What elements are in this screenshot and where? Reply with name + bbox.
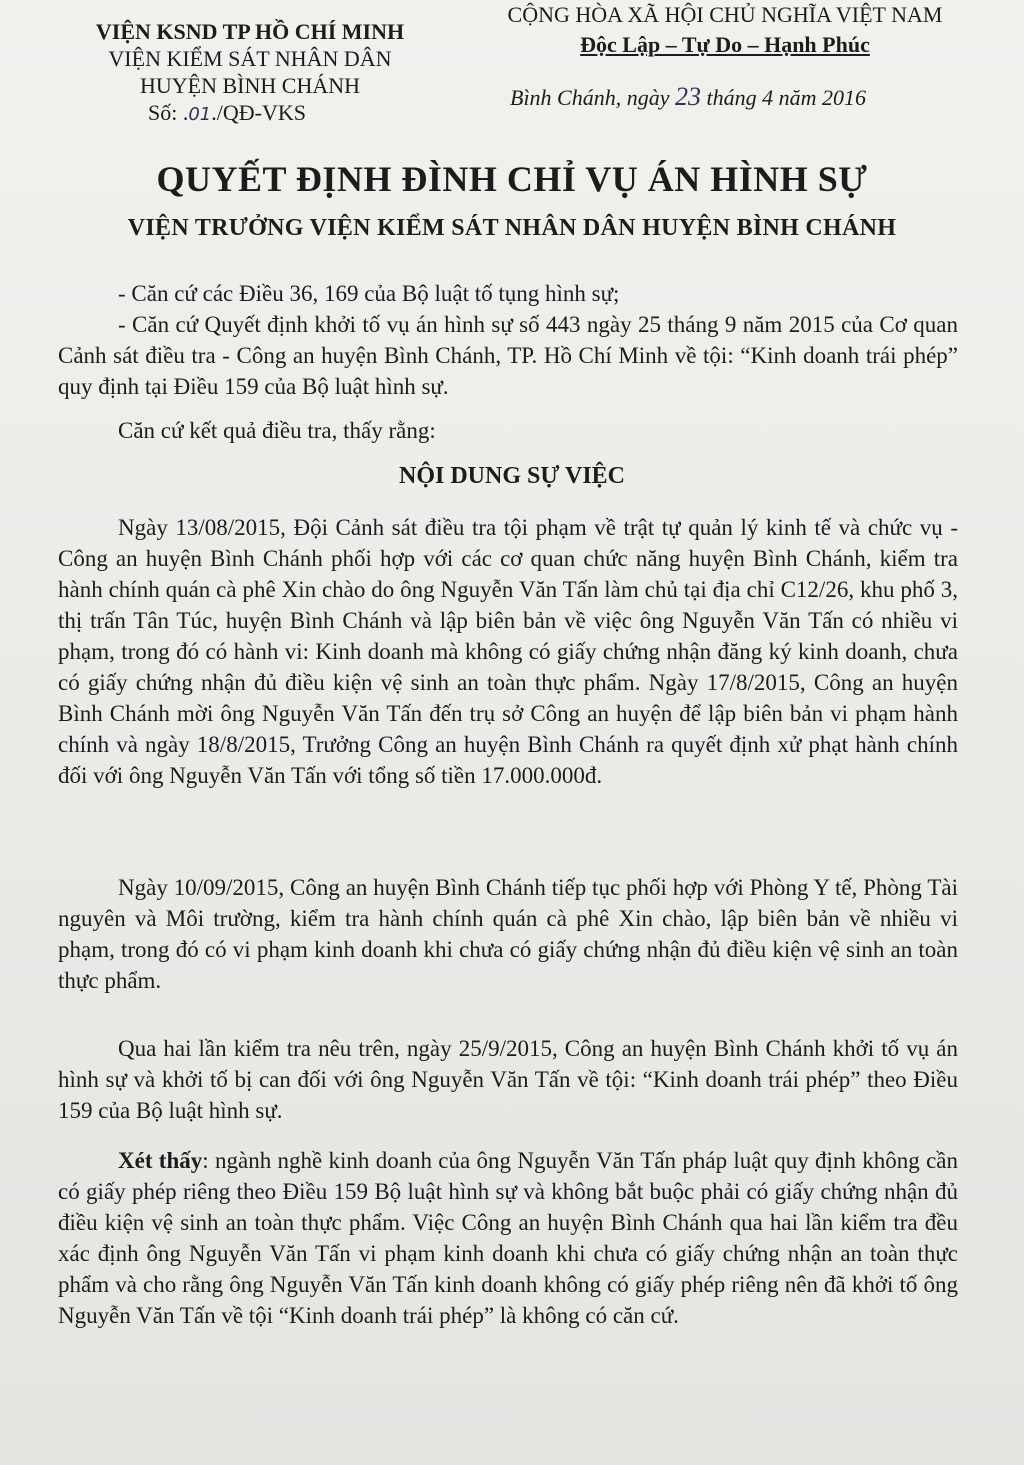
- document-date: [470, 82, 980, 113]
- paragraph-4-body: : ngành nghề kinh doanh của ông Nguyễn Văn Tấn pháp luật quy định không cần có giấy phép riêng theo Điều 159 Bộ luật hình sự và không bắt buộc phải có giấy chứng nhận đủ điều kiện vệ sinh an toàn thực phẩm. Việc Công an huyện Bình Chánh qua hai lần kiểm tra đều xác định ông Nguyễn Văn Tấn vi phạm kinh doanh khi chưa có giấy chứng nhận an toàn thực phẩm và cho rằng ông Nguyễn Văn Tấn kinh doanh không có giấy phép riêng nên đã khởi tố ông Nguyễn Văn Tấn về tội “Kinh doanh trái phép” là không có căn cứ.: [58, 1148, 959, 1328]
- date-day-handwritten: 23: [675, 82, 701, 111]
- national-header-block: [470, 0, 980, 113]
- date-suffix: tháng 4 năm 2016: [706, 85, 866, 110]
- document-number-handwritten: 01: [188, 104, 212, 125]
- legal-bases: [58, 278, 958, 402]
- paragraph-2-block: [58, 872, 958, 996]
- paragraph-2: Ngày 10/09/2015, Công an huyện Bình Chánh tiếp tục phối hợp với Phòng Y tế, Phòng Tài nguyên và Môi trường, kiểm tra hành chính quán cà phê Xin chào, lập biên bản về nhiều vi phạm, trong đó có vi phạm kinh doanh khi chưa có giấy chứng nhận đủ điều kiện vệ sinh an toàn thực phẩm.: [58, 875, 958, 993]
- document-number: [50, 99, 450, 128]
- national-motto: Độc Lập – Tự Do – Hạnh Phúc: [580, 32, 870, 57]
- document-number-suffix: ./QĐ-VKS: [211, 100, 306, 125]
- date-prefix: Bình Chánh, ngày: [510, 85, 670, 110]
- paragraph-3-block: [58, 1033, 958, 1126]
- paragraph-4-block: [58, 1145, 958, 1331]
- paragraph-4-lead: Xét thấy: [118, 1148, 203, 1173]
- document-subtitle: VIỆN TRƯỞNG VIỆN KIỂM SÁT NHÂN DÂN HUYỆN BÌNH CHÁNH: [127, 215, 897, 241]
- authority-line-3: HUYỆN BÌNH CHÁNH: [140, 73, 360, 98]
- section-title: NỘI DUNG SỰ VIỆC: [398, 463, 626, 489]
- investigation-intro-block: [58, 415, 958, 446]
- paragraph-1-block: [58, 512, 958, 791]
- country-name: CỘNG HÒA XÃ HỘI CHỦ NGHĨA VIỆT NAM: [507, 2, 943, 27]
- paragraph-1: Ngày 13/08/2015, Đội Cảnh sát điều tra tội phạm về trật tự quản lý kinh tế và chức vụ - Công an huyện Bình Chánh phối hợp với các cơ quan chức năng huyện Bình Chánh, kiểm tra hành chính quán cà phê Xin chào do ông Nguyễn Văn Tấn làm chủ tại địa chỉ C12/26, khu phố 3, thị trấn Tân Túc, huyện Bình Chánh và lập biên bản về việc ông Nguyễn Văn Tấn có nhiều vi phạm, trong đó có hành vi: Kinh doanh mà không có giấy chứng nhận đăng ký kinh doanh, chưa có giấy chứng nhận đủ điều kiện vệ sinh an toàn thực phẩm. Ngày 17/8/2015, Công an huyện Bình Chánh mời ông Nguyễn Văn Tấn đến trụ sở Công an huyện để lập biên bản vi phạm hành chính và ngày 18/8/2015, Trưởng Công an huyện Bình Chánh ra quyết định xử phạt hành chính đối với ông Nguyễn Văn Tấn với tổng số tiền 17.000.000đ.: [58, 515, 958, 788]
- investigation-intro: Căn cứ kết quả điều tra, thấy rằng:: [118, 418, 436, 443]
- authority-line-2: VIỆN KIỂM SÁT NHÂN DÂN: [108, 46, 392, 71]
- paragraph-3: Qua hai lần kiểm tra nêu trên, ngày 25/9/2015, Công an huyện Bình Chánh khởi tố vụ án hình sự và khởi tố bị can đối với ông Nguyễn Văn Tấn về tội: “Kinh doanh trái phép” theo Điều 159 của Bộ luật hình sự.: [58, 1036, 958, 1123]
- paragraph-4: [58, 1145, 958, 1331]
- document-number-prefix: Số: .: [148, 100, 189, 125]
- document-title: QUYẾT ĐỊNH ĐÌNH CHỈ VỤ ÁN HÌNH SỰ: [156, 159, 868, 199]
- legal-basis-1: - Căn cứ các Điều 36, 169 của Bộ luật tố tụng hình sự;: [118, 281, 620, 306]
- issuing-authority-block: [50, 18, 450, 128]
- legal-basis-2: - Căn cứ Quyết định khởi tố vụ án hình sự số 443 ngày 25 tháng 9 năm 2015 của Cơ quan Cảnh sát điều tra - Công an huyện Bình Chánh, TP. Hồ Chí Minh về tội: “Kinh doanh trái phép” quy định tại Điều 159 của Bộ luật hình sự.: [58, 312, 958, 399]
- authority-line-1: VIỆN KSND TP HỒ CHÍ MINH: [95, 19, 405, 44]
